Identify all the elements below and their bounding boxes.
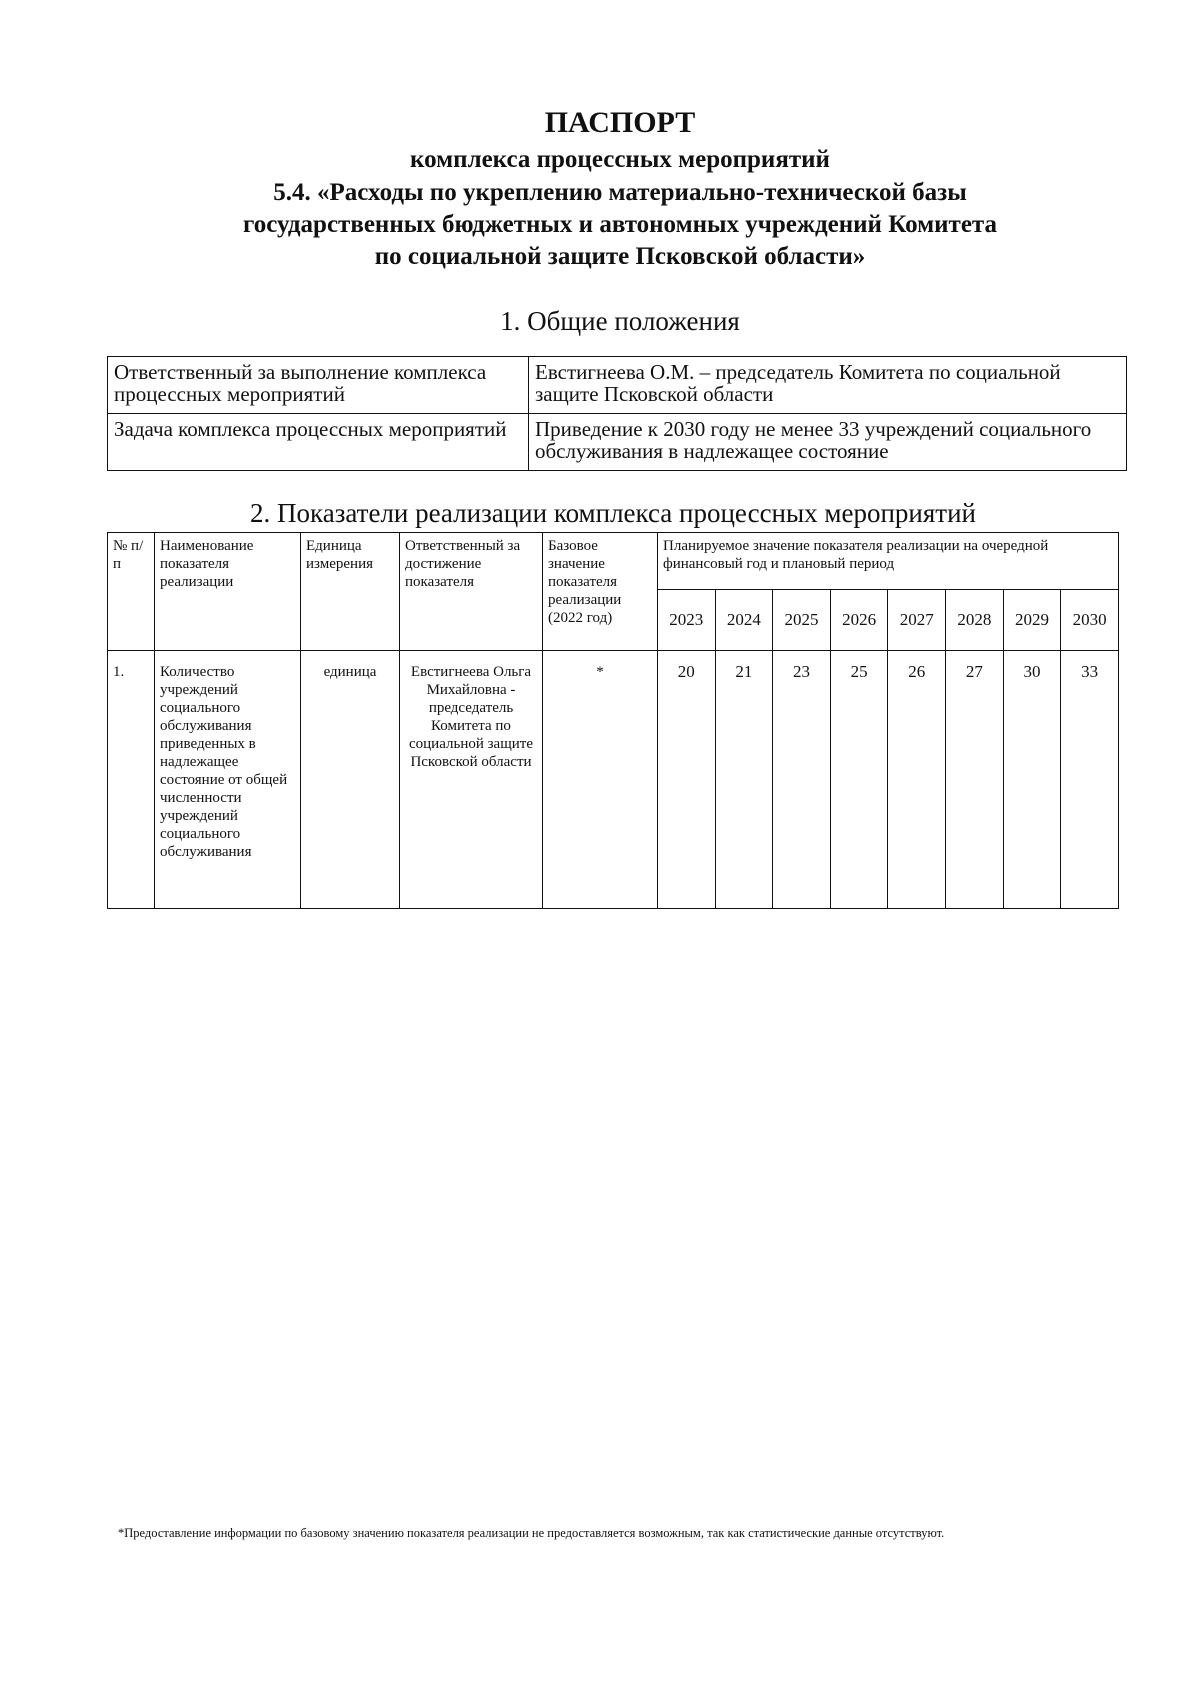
indicators-table	[107, 532, 1119, 909]
task-label: Задача комплекса процессных мероприятий	[108, 414, 529, 471]
table-row	[108, 651, 1119, 909]
col-header-unit: Единица измерения	[301, 533, 400, 651]
value-cell: 23	[773, 651, 831, 909]
subtitle-line-3: государственных бюджетных и автономных учреждений Комитета	[242, 211, 998, 238]
responsible-value: Евстигнеева О.М. – председатель Комитета по социальной защите Псковской области	[529, 357, 1127, 414]
subtitle-line-2: 5.4. «Расходы по укреплению материально-технической базы	[273, 179, 967, 206]
general-provisions-table	[107, 356, 1127, 471]
year-header: 2024	[715, 590, 773, 651]
task-value: Приведение к 2030 году не менее 33 учреждений социального обслуживания в надлежащее состояние	[529, 414, 1127, 471]
row-num: 1.	[108, 651, 155, 909]
year-header: 2027	[888, 590, 946, 651]
year-header: 2029	[1003, 590, 1061, 651]
row-responsible: Евстигнеева Ольга Михайловна - председатель Комитета по социальной защите Псковской области	[400, 651, 543, 909]
value-cell: 27	[946, 651, 1004, 909]
row-indicator-name: Количество учреждений социального обслуживания приведенных в надлежащее состояние от общей численности учреждений социального обслуживания	[155, 651, 301, 909]
responsible-label: Ответственный за выполнение комплекса процессных мероприятий	[108, 357, 529, 414]
document-title: ПАСПОРТ	[544, 106, 696, 139]
year-header: 2025	[773, 590, 831, 651]
table-row	[108, 357, 1127, 414]
col-header-name: Наименование показателя реализации	[155, 533, 301, 651]
col-header-responsible: Ответственный за достижение показателя	[400, 533, 543, 651]
year-header: 2030	[1061, 590, 1119, 651]
table-header-row	[108, 533, 1119, 590]
col-header-base-value: Базовое значение показателя реализации (2022 год)	[543, 533, 658, 651]
row-unit: единица	[301, 651, 400, 909]
value-cell: 26	[888, 651, 946, 909]
footnote: *Предоставление информации по базовому значению показателя реализации не предоставляется возможным, так как статистические данные отсутствуют.	[118, 1526, 945, 1540]
section-1-heading: 1. Общие положения	[500, 306, 740, 336]
year-header: 2023	[658, 590, 716, 651]
value-cell: 21	[715, 651, 773, 909]
year-header: 2028	[946, 590, 1004, 651]
table-row	[108, 414, 1127, 471]
col-header-planned: Планируемое значение показателя реализации на очередной финансовый год и плановый период	[658, 533, 1119, 590]
col-header-num: № п/п	[108, 533, 155, 651]
section-2-heading: 2. Показатели реализации комплекса процессных мероприятий	[250, 498, 976, 528]
value-cell: 33	[1061, 651, 1119, 909]
value-cell: 30	[1003, 651, 1061, 909]
subtitle-line-1: комплекса процессных мероприятий	[410, 146, 830, 173]
year-header: 2026	[830, 590, 888, 651]
value-cell: 25	[830, 651, 888, 909]
value-cell: 20	[658, 651, 716, 909]
row-base-value: *	[543, 651, 658, 909]
subtitle-line-4: по социальной защите Псковской области»	[374, 243, 866, 270]
